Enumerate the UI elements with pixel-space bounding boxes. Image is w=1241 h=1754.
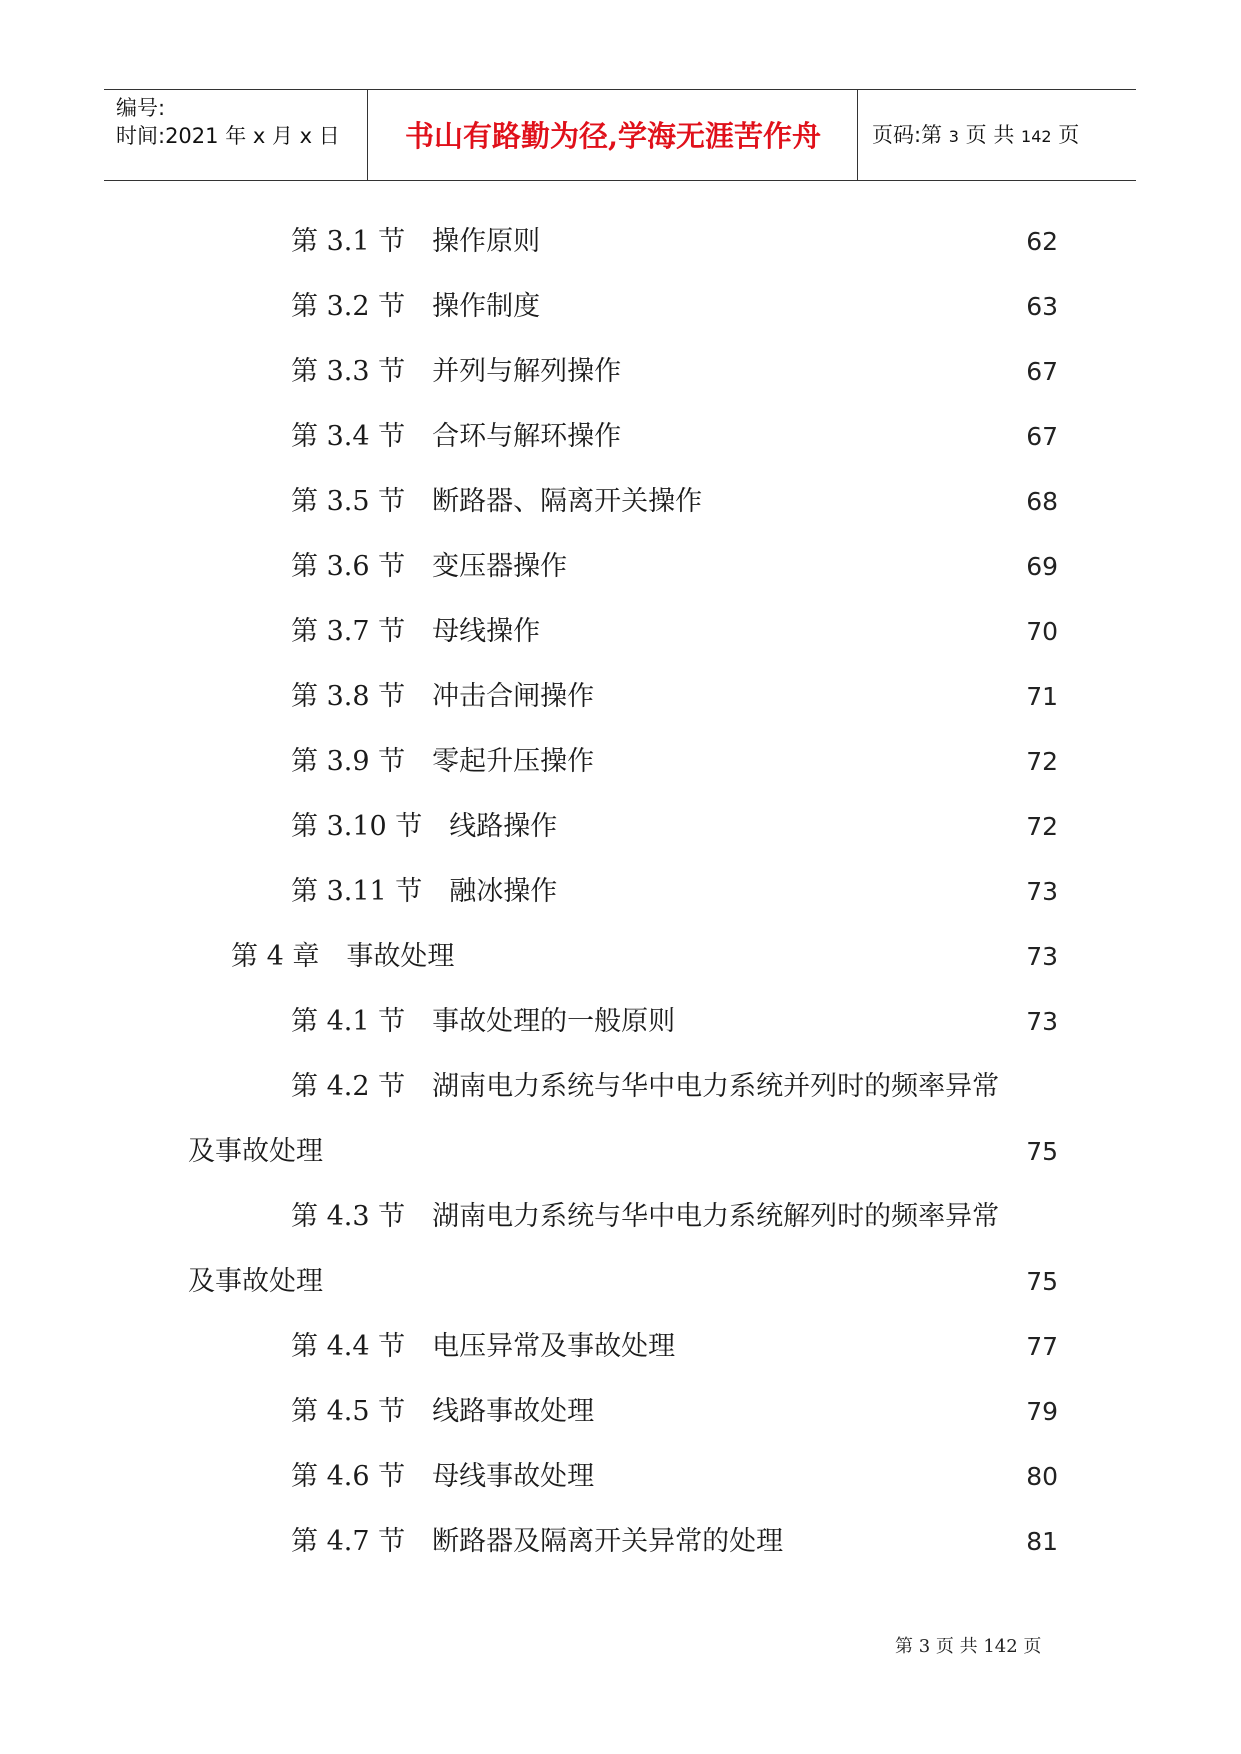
header-page-info — [872, 120, 1132, 152]
toc-page-number: 75 — [1026, 1267, 1058, 1296]
toc-entry[interactable] — [291, 352, 621, 392]
toc-entry-chapter[interactable] — [231, 937, 454, 977]
toc-page-number: 73 — [1026, 877, 1058, 906]
toc-entry[interactable] — [291, 287, 540, 327]
header-divider-left — [367, 90, 368, 180]
toc-page-number: 68 — [1026, 487, 1058, 516]
toc-entry[interactable] — [291, 612, 540, 652]
toc-entry[interactable] — [291, 1457, 594, 1497]
toc-title: 第 3.1 节 操作原则 — [291, 226, 541, 257]
time-label: 时间:2021 年 x 月 x 日 — [116, 124, 340, 148]
toc-entry[interactable] — [291, 677, 594, 717]
toc-entry[interactable] — [291, 482, 702, 522]
page-mid: 页 共 — [965, 123, 1015, 147]
toc-entry-continued[interactable] — [188, 1132, 323, 1172]
toc-page-number: 67 — [1026, 422, 1058, 451]
header-meta — [116, 94, 366, 150]
toc-page-number: 71 — [1026, 682, 1058, 711]
page-prefix: 页码:第 — [872, 123, 943, 147]
toc-title: 第 3.7 节 母线操作 — [291, 616, 541, 647]
toc-title: 第 4.5 节 线路事故处理 — [291, 1396, 595, 1427]
header-motto: 书山有路勤为径,学海无涯苦作舟 — [404, 119, 822, 153]
page-current: 3 — [948, 127, 959, 146]
toc-page-number: 73 — [1026, 1007, 1058, 1036]
toc-entry[interactable] — [291, 1327, 675, 1367]
toc-entry[interactable] — [291, 222, 540, 262]
toc-entry[interactable] — [291, 1067, 999, 1107]
toc-title: 及事故处理 — [188, 1136, 323, 1167]
toc-title: 及事故处理 — [188, 1266, 323, 1297]
toc-title: 第 3.5 节 断路器、隔离开关操作 — [291, 486, 703, 517]
toc-title: 第 3.2 节 操作制度 — [291, 291, 541, 322]
toc-page-number: 63 — [1026, 292, 1058, 321]
toc-page-number: 75 — [1026, 1137, 1058, 1166]
page-suffix: 页 — [1058, 123, 1080, 147]
header-divider-right — [857, 90, 858, 180]
toc-page-number: 72 — [1026, 812, 1058, 841]
toc-title: 第 4.3 节 湖南电力系统与华中电力系统解列时的频率异常 — [291, 1201, 1000, 1232]
toc-entry[interactable] — [291, 807, 557, 847]
toc-page-number: 67 — [1026, 357, 1058, 386]
toc-page-number: 72 — [1026, 747, 1058, 776]
toc-title: 第 3.3 节 并列与解列操作 — [291, 356, 622, 387]
toc-title: 第 3.11 节 融冰操作 — [291, 876, 558, 907]
toc-title: 第 4.2 节 湖南电力系统与华中电力系统并列时的频率异常 — [291, 1071, 1000, 1102]
toc-page-number: 81 — [1026, 1527, 1058, 1556]
toc-title: 第 4.7 节 断路器及隔离开关异常的处理 — [291, 1526, 784, 1557]
toc-page-number: 73 — [1026, 942, 1058, 971]
toc-entry[interactable] — [291, 1002, 675, 1042]
toc-title: 第 3.6 节 变压器操作 — [291, 551, 568, 582]
toc-entry[interactable] — [291, 417, 621, 457]
page-footer: 第 3 页 共 142 页 — [895, 1636, 1042, 1657]
toc-entry[interactable] — [291, 1197, 999, 1237]
toc-page-number: 70 — [1026, 617, 1058, 646]
toc-entry-continued[interactable] — [188, 1262, 323, 1302]
toc-title: 第 3.8 节 冲击合闸操作 — [291, 681, 595, 712]
toc-page-number: 80 — [1026, 1462, 1058, 1491]
toc-entry[interactable] — [291, 1522, 783, 1562]
toc-entry[interactable] — [291, 742, 594, 782]
toc-entry[interactable] — [291, 872, 557, 912]
toc-page-number: 69 — [1026, 552, 1058, 581]
toc-title: 第 3.9 节 零起升压操作 — [291, 746, 595, 777]
toc-title: 第 4.6 节 母线事故处理 — [291, 1461, 595, 1492]
toc-title: 第 4 章 事故处理 — [231, 941, 455, 972]
toc-title: 第 3.4 节 合环与解环操作 — [291, 421, 622, 452]
toc-page-number: 62 — [1026, 227, 1058, 256]
page-total: 142 — [1021, 127, 1052, 146]
toc-title: 第 3.10 节 线路操作 — [291, 811, 558, 842]
toc-page-number: 77 — [1026, 1332, 1058, 1361]
toc-title: 第 4.1 节 事故处理的一般原则 — [291, 1006, 676, 1037]
page-header — [104, 89, 1136, 181]
toc-entry[interactable] — [291, 547, 567, 587]
serial-label: 编号: — [116, 96, 166, 120]
toc-entry[interactable] — [291, 1392, 594, 1432]
toc-title: 第 4.4 节 电压异常及事故处理 — [291, 1331, 676, 1362]
toc-page-number: 79 — [1026, 1397, 1058, 1426]
